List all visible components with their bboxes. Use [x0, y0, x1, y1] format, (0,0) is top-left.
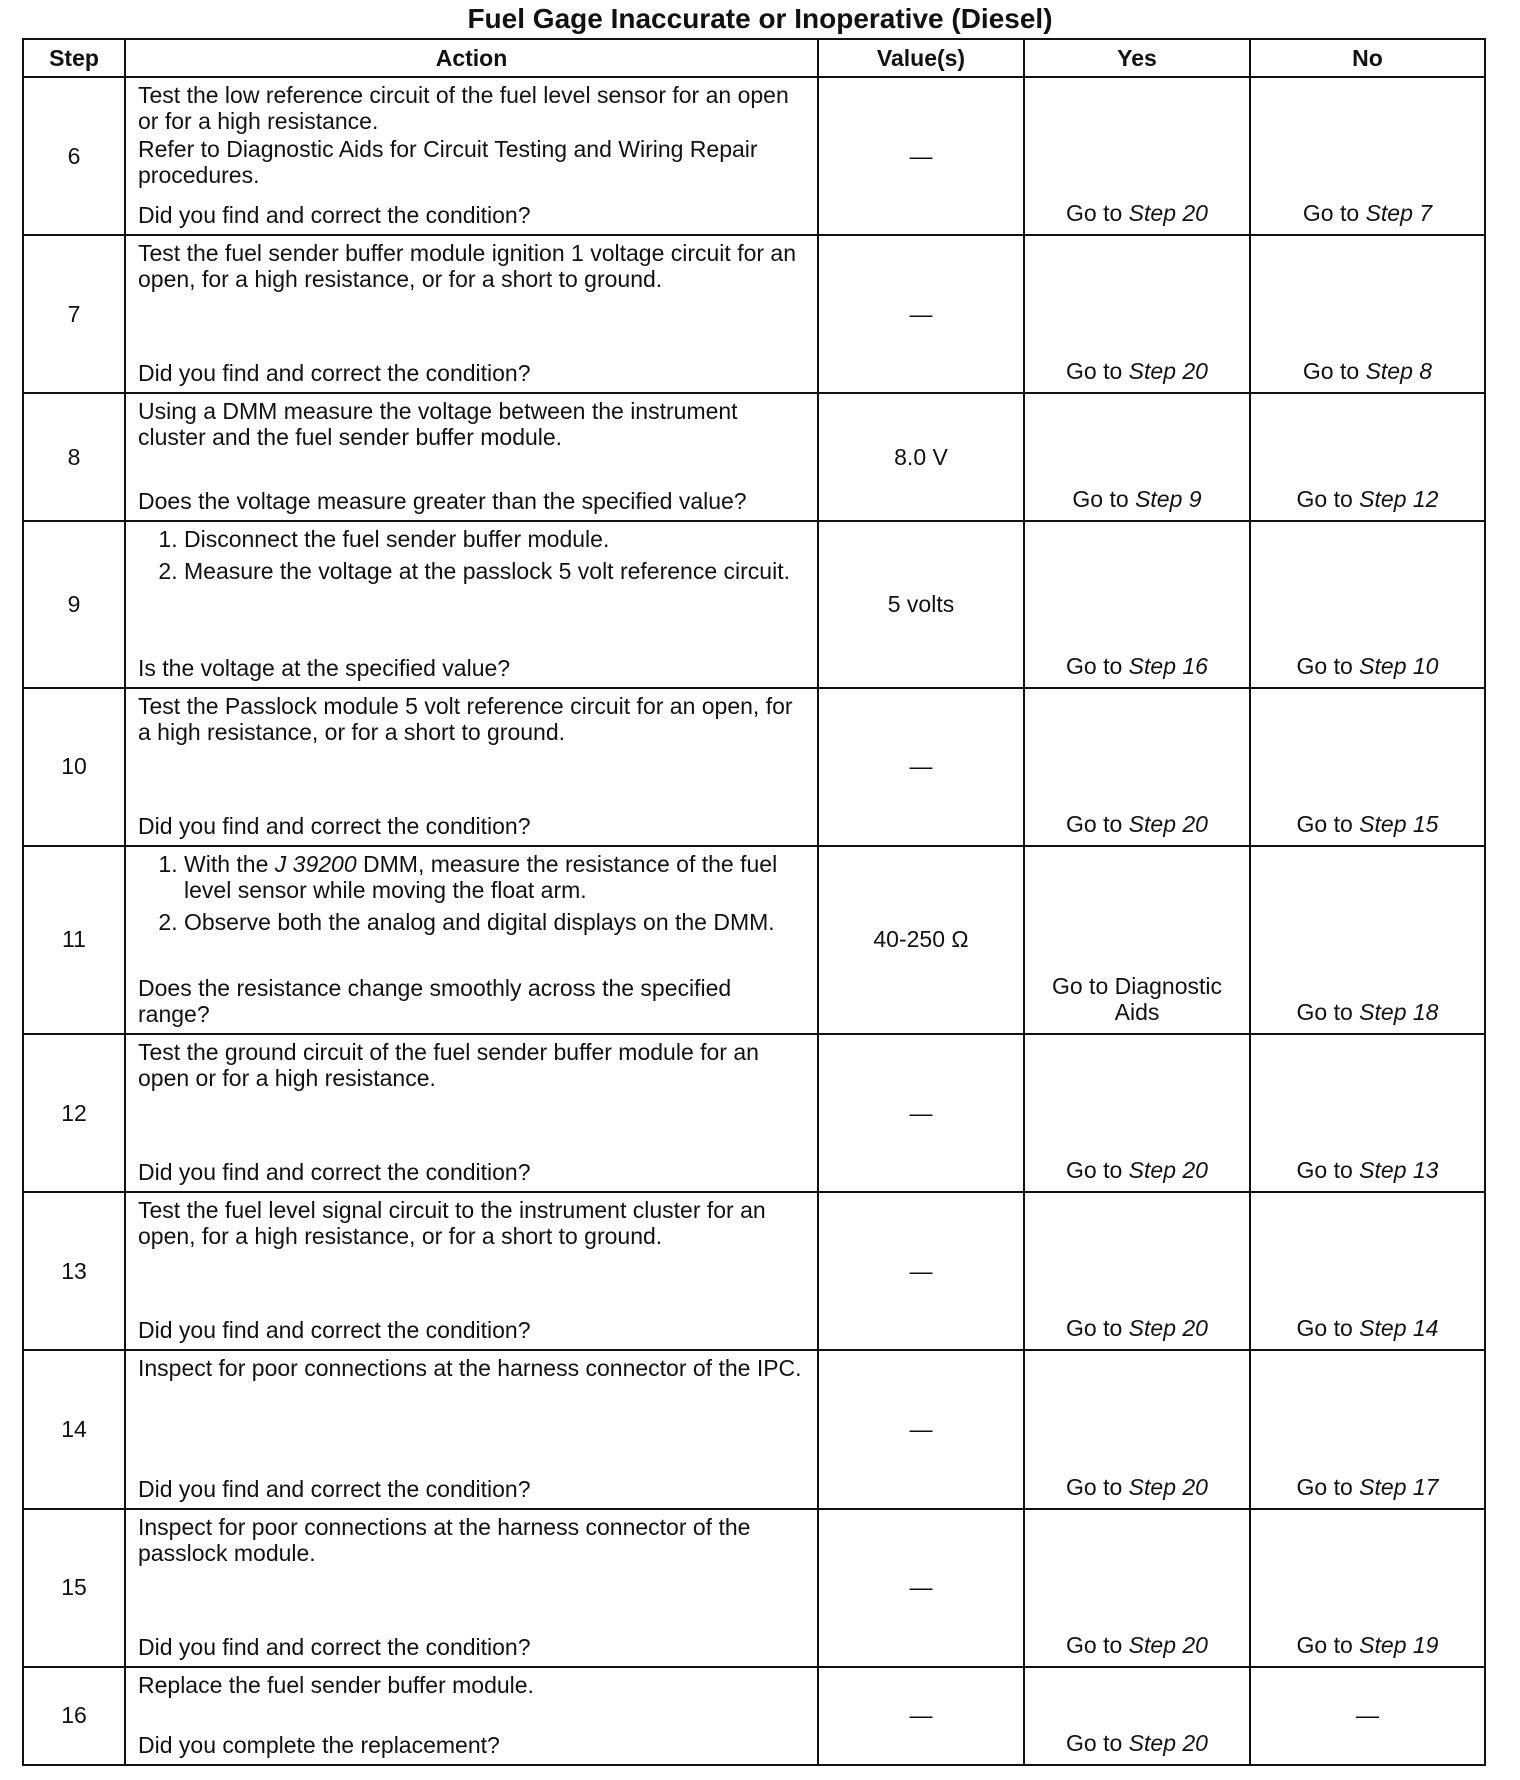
- value-cell: —: [818, 1350, 1024, 1508]
- value-cell: —: [818, 1509, 1024, 1667]
- no-cell: Go to Step 17: [1250, 1350, 1485, 1508]
- action-cell: [125, 1350, 818, 1508]
- table-row: [23, 1192, 1485, 1350]
- action-question: Did you find and correct the condition?: [138, 1317, 531, 1344]
- header-yes: Yes: [1024, 39, 1250, 77]
- action-cell: [125, 77, 818, 235]
- step-number: 13: [23, 1192, 125, 1350]
- step-number: 14: [23, 1350, 125, 1508]
- step-number: 7: [23, 235, 125, 393]
- no-cell: Go to Step 19: [1250, 1509, 1485, 1667]
- action-cell: [125, 1667, 818, 1765]
- header-values: Value(s): [818, 39, 1024, 77]
- yes-cell: Go to Step 20: [1024, 1192, 1250, 1350]
- action-cell: [125, 1192, 818, 1350]
- action-question: Does the resistance change smoothly across the specified range?: [138, 975, 732, 1028]
- no-cell: Go to Step 12: [1250, 393, 1485, 521]
- action-cell: [125, 1509, 818, 1667]
- action-question: Did you find and correct the condition?: [138, 360, 531, 387]
- action-cell: [125, 235, 818, 393]
- table-row: [23, 77, 1485, 235]
- action-text: Refer to Diagnostic Aids for Circuit Testing and Wiring Repair procedures.: [138, 136, 758, 188]
- table-row: [23, 235, 1485, 393]
- yes-cell: Go to Diagnostic Aids: [1024, 846, 1250, 1034]
- yes-cell: Go to Step 20: [1024, 235, 1250, 393]
- value-cell: —: [818, 77, 1024, 235]
- yes-cell: Go to Step 20: [1024, 1667, 1250, 1765]
- action-list: [138, 526, 809, 590]
- no-cell: —: [1250, 1667, 1485, 1765]
- tool-name: J 39200: [274, 850, 357, 877]
- action-text: Test the fuel sender buffer module ignition 1 voltage circuit for an open, for a high resistance, or for a short to ground.: [138, 240, 797, 293]
- step-number: 11: [23, 846, 125, 1034]
- table-row: [23, 688, 1485, 846]
- header-step: Step: [23, 39, 125, 77]
- step-number: 16: [23, 1667, 125, 1765]
- action-cell: [125, 1034, 818, 1192]
- action-cell: [125, 846, 818, 1034]
- action-text: Test the fuel level signal circuit to the instrument cluster for an open, for a high resistance, or for a short to ground.: [138, 1197, 766, 1250]
- action-question: Does the voltage measure greater than the specified value?: [138, 488, 747, 515]
- value-cell: —: [818, 1034, 1024, 1192]
- no-cell: Go to Step 18: [1250, 846, 1485, 1034]
- action-question: Is the voltage at the specified value?: [138, 654, 511, 681]
- action-text: Replace the fuel sender buffer module.: [138, 1671, 534, 1698]
- list-item: 1. With the J 39200 DMM, measure the resistance of the fuel level sensor while moving the float arm.: [184, 851, 809, 903]
- no-cell: Go to Step 8: [1250, 235, 1485, 393]
- table-row: [23, 1350, 1485, 1508]
- header-row: [23, 39, 1485, 77]
- step-number: 10: [23, 688, 125, 846]
- action-text: Inspect for poor connections at the harness connector of the passlock module.: [138, 1513, 751, 1566]
- step-number: 12: [23, 1034, 125, 1192]
- table-row: [23, 1509, 1485, 1667]
- table-row: [23, 846, 1485, 1034]
- action-list: [138, 851, 809, 941]
- action-question: Did you find and correct the condition?: [138, 1159, 531, 1186]
- action-text: Using a DMM measure the voltage between the instrument cluster and the fuel sender buffer module.: [138, 398, 738, 451]
- list-item: 2. Observe both the analog and digital displays on the DMM.: [184, 909, 809, 935]
- yes-cell: Go to Step 20: [1024, 1034, 1250, 1192]
- yes-cell: Go to Step 20: [1024, 1350, 1250, 1508]
- page-title: Fuel Gage Inaccurate or Inoperative (Diesel): [467, 3, 1053, 34]
- header-no: No: [1250, 39, 1485, 77]
- action-question: Did you find and correct the condition?: [138, 202, 531, 229]
- action-cell: [125, 393, 818, 521]
- no-cell: Go to Step 15: [1250, 688, 1485, 846]
- action-cell: [125, 688, 818, 846]
- action-question: Did you find and correct the condition?: [138, 812, 531, 839]
- yes-cell: Go to Step 20: [1024, 1509, 1250, 1667]
- action-question: Did you find and correct the condition?: [138, 1633, 531, 1660]
- action-text: Test the Passlock module 5 volt reference circuit for an open, for a high resistance, or for a short to ground.: [138, 692, 793, 745]
- diagnostic-table: [22, 38, 1486, 1766]
- value-cell: —: [818, 688, 1024, 846]
- step-number: 15: [23, 1509, 125, 1667]
- yes-cell: Go to Step 20: [1024, 688, 1250, 846]
- action-text: Inspect for poor connections at the harness connector of the IPC.: [138, 1355, 802, 1382]
- table-row: [23, 521, 1485, 687]
- value-cell: 5 volts: [818, 521, 1024, 687]
- no-cell: Go to Step 7: [1250, 77, 1485, 235]
- value-cell: 40-250 Ω: [818, 846, 1024, 1034]
- no-cell: Go to Step 14: [1250, 1192, 1485, 1350]
- no-cell: Go to Step 10: [1250, 521, 1485, 687]
- action-cell: [125, 521, 818, 687]
- action-text: Test the low reference circuit of the fuel level sensor for an open or for a high resistance.: [138, 82, 789, 134]
- step-number: 8: [23, 393, 125, 521]
- table-row: [23, 1667, 1485, 1765]
- no-cell: Go to Step 13: [1250, 1034, 1485, 1192]
- yes-cell: Go to Step 9: [1024, 393, 1250, 521]
- action-question: Did you find and correct the condition?: [138, 1475, 531, 1502]
- list-item: 1. Disconnect the fuel sender buffer module.: [184, 526, 809, 552]
- yes-cell: Go to Step 16: [1024, 521, 1250, 687]
- header-action: Action: [125, 39, 818, 77]
- table-row: [23, 393, 1485, 521]
- value-cell: —: [818, 235, 1024, 393]
- step-number: 6: [23, 77, 125, 235]
- value-cell: —: [818, 1667, 1024, 1765]
- step-number: 9: [23, 521, 125, 687]
- action-text: Test the ground circuit of the fuel sender buffer module for an open or for a high resistance.: [138, 1039, 759, 1092]
- value-cell: —: [818, 1192, 1024, 1350]
- value-cell: 8.0 V: [818, 393, 1024, 521]
- yes-cell: Go to Step 20: [1024, 77, 1250, 235]
- action-question: Did you complete the replacement?: [138, 1732, 500, 1758]
- list-item: 2. Measure the voltage at the passlock 5 volt reference circuit.: [184, 558, 809, 584]
- table-row: [23, 1034, 1485, 1192]
